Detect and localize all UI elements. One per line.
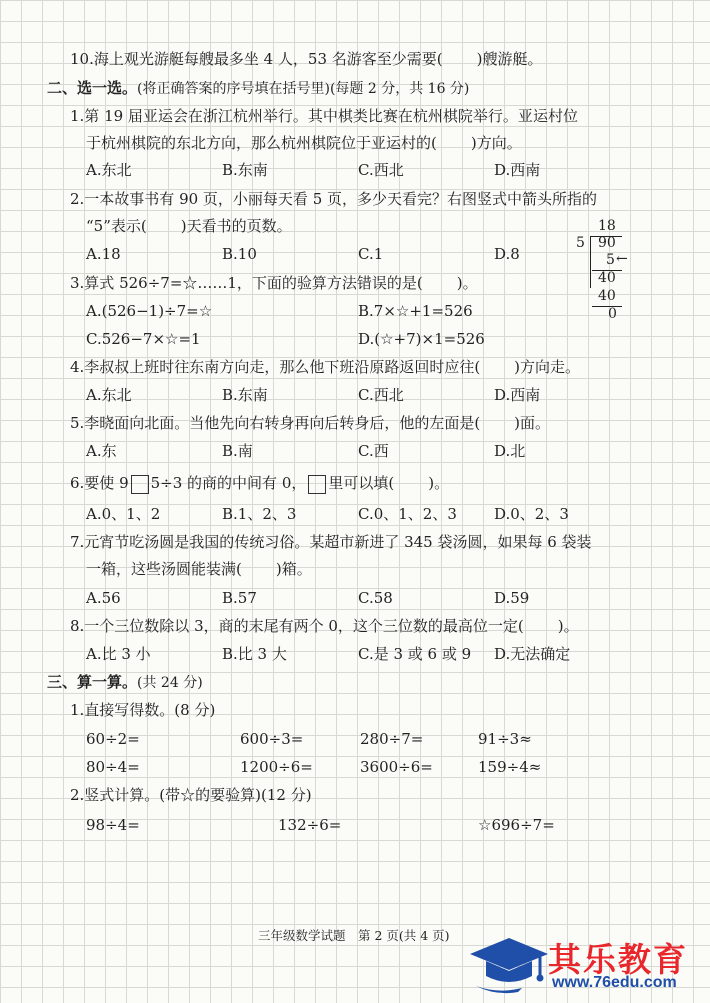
q2-1-option-a: A.东北: [86, 161, 132, 179]
ld-dividend: 90: [598, 235, 616, 251]
brand-logo: [468, 930, 708, 1000]
ld-bracket: [590, 236, 591, 288]
q2-3-option-a: A.(526−1)÷7=☆: [86, 302, 213, 320]
q2-1-line2: 于杭州棋院的东北方向，那么杭州棋院位于亚运村的( )方向。: [86, 134, 522, 152]
calc-item: 3600÷6=: [360, 758, 433, 776]
q2-4-option-c: C.西北: [358, 386, 404, 404]
q2-3-line1: 3.算式 526÷7=☆……1，下面的验算方法错误的是( )。: [70, 274, 478, 292]
q2-3-option-d: D.(☆+7)×1=526: [358, 330, 485, 348]
long-division-figure: [572, 218, 632, 328]
q2-2-option-d: D.8: [494, 245, 520, 263]
q2-2-line2: “5”表示( )天看书的页数。: [86, 217, 292, 235]
q2-2-line1: 2.一本故事书有 90 页，小丽每天看 5 页，多少天看完？右图竖式中箭头所指的: [70, 190, 598, 208]
q2-6-line1: 6.要使 9 5÷3 的商的中间有 0， 里可以填( )。: [70, 474, 450, 492]
q2-2-option-a: A.18: [86, 245, 121, 263]
calc-item: 1200÷6=: [240, 758, 313, 776]
q3-1-title: 1.直接写得数。(8 分): [70, 701, 216, 719]
calc-item: 280÷7=: [360, 730, 424, 748]
q2-5-option-d: D.北: [494, 442, 526, 460]
q2-5-option-b: B.南: [222, 442, 253, 460]
q2-4-option-a: A.东北: [86, 386, 132, 404]
brand-name: 其乐教育: [548, 940, 688, 979]
calc-item: 159÷4≈: [478, 758, 542, 776]
ld-quotient: 18: [598, 218, 616, 234]
q2-6-option-d: D.0、2、3: [494, 505, 569, 523]
q2-7-line2: 一箱，这些汤圆能装满( )箱。: [86, 560, 312, 578]
q2-5-line1: 5.李晓面向北面。当他先向右转身再向后转身后，他的左面是( )面。: [70, 414, 551, 432]
q2-8-option-a: A.比 3 小: [86, 645, 151, 663]
q2-1-option-d: D.西南: [494, 161, 541, 179]
brand-url: www.76edu.com: [552, 974, 677, 991]
q2-7-line1: 7.元宵节吃汤圆是我国的传统习俗。某超市新进了 345 袋汤圆，如果每 6 袋装: [70, 533, 592, 551]
q2-7-option-a: A.56: [86, 589, 121, 607]
q2-5-option-c: C.西: [358, 442, 389, 460]
q2-2-option-c: C.1: [358, 245, 384, 263]
vertical-calc-item: 98÷4=: [86, 816, 140, 834]
ld-step3: 40: [598, 288, 616, 304]
ld-step2: 40: [598, 270, 616, 286]
digit-box[interactable]: [131, 475, 149, 494]
vertical-calc-item: 132÷6=: [278, 816, 342, 834]
q3-2-title: 2.竖式计算。(带☆的要验算)(12 分): [70, 786, 312, 804]
section-note: (将正确答案的序号填在括号里)(每题 2 分，共 16 分): [137, 81, 470, 97]
section-2-header: [47, 79, 469, 98]
section-title: 二、选一选。: [47, 79, 138, 97]
q2-8-option-c: C.是 3 或 6 或 9: [358, 645, 472, 663]
page-footer: 三年级数学试题 第 2 页(共 4 页): [258, 928, 450, 943]
section-title: 三、算一算。: [47, 673, 138, 691]
q2-4-line1: 4.李叔叔上班时往东南方向走，那么他下班沿原路返回时应往( )方向走。: [70, 358, 581, 376]
calc-item: 60÷2=: [86, 730, 140, 748]
q2-7-option-d: D.59: [494, 589, 530, 607]
q2-7-option-b: B.57: [222, 589, 257, 607]
q2-8-option-d: D.无法确定: [494, 645, 571, 663]
calc-item: 600÷3=: [240, 730, 304, 748]
q1-10-text: 10.海上观光游艇每艘最多坐 4 人，53 名游客至少需要( )艘游艇。: [70, 50, 543, 68]
q2-2-option-b: B.10: [222, 245, 257, 263]
q2-8-option-b: B.比 3 大: [222, 645, 287, 663]
q2-3-option-b: B.7×☆+1=526: [358, 302, 473, 320]
digit-box[interactable]: [308, 475, 326, 494]
q2-6-option-b: B.1、2、3: [222, 505, 297, 523]
q2-7-option-c: C.58: [358, 589, 393, 607]
q2-8-line1: 8.一个三位数除以 3，商的末尾有两个 0，这个三位数的最高位一定( )。: [70, 617, 579, 635]
q2-6-option-c: C.0、1、2、3: [358, 505, 457, 523]
q2-4-option-d: D.西南: [494, 386, 541, 404]
ld-divisor: 5: [576, 235, 585, 251]
calc-item: 80÷4=: [86, 758, 140, 776]
q2-1-line1: 1.第 19 届亚运会在浙江杭州举行。其中棋类比赛在杭州棋院举行。亚运村位: [70, 107, 578, 125]
ld-remainder: 0: [608, 306, 617, 322]
ld-step1: 5: [606, 252, 615, 268]
ld-arrow-icon: ←: [616, 251, 628, 267]
section-3-header: [47, 673, 203, 692]
ld-line2: [592, 306, 622, 307]
calc-item: 91÷3≈: [478, 730, 532, 748]
vertical-calc-item: ☆696÷7=: [478, 816, 555, 834]
section-note: (共 24 分): [137, 675, 203, 691]
q2-1-option-b: B.东南: [222, 161, 268, 179]
q2-5-option-a: A.东: [86, 442, 117, 460]
q2-6-option-a: A.0、1、2: [86, 505, 161, 523]
q2-4-option-b: B.东南: [222, 386, 268, 404]
graduation-cap-icon: [468, 932, 550, 996]
q2-1-option-c: C.西北: [358, 161, 404, 179]
q2-3-option-c: C.526−7×☆=1: [86, 330, 201, 348]
